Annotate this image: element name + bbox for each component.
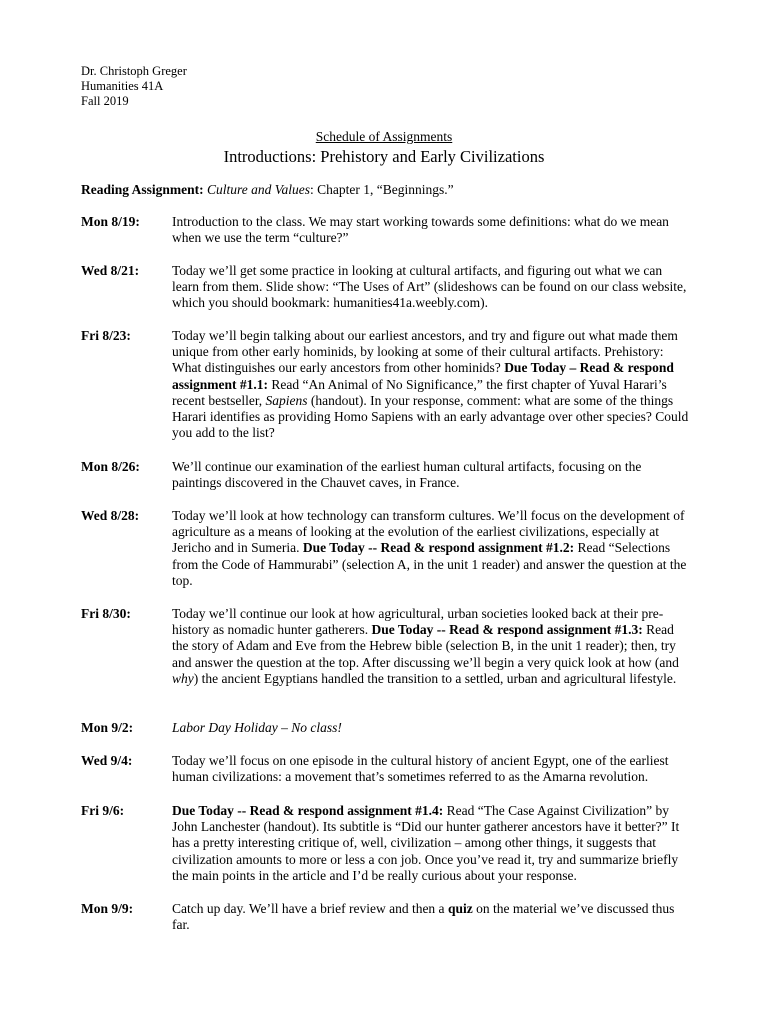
entry-day: Wed 9/4: <box>81 753 133 768</box>
entry-description <box>172 328 691 441</box>
entry-text: Read “The Case Against Civilization” by John Lanchester (handout). Its subtitle is “Did our hunter gatherer ancestors have it better?” It has a pretty interesting critique of, well, civilization – among other things, it suggests that civilization amounts to more or less a con job. Once you’ve read it, try and summarize briefly the main points in the article and I’d be really curious about your response. <box>172 803 680 883</box>
entry-text: Today we’ll get some practice in looking at cultural artifacts, and figuring out what we can learn from them. Slide show: “The Uses of Art” (slideshows can be found on our class website, which you should bookmark: humanities41a.weebly.com). <box>172 263 687 311</box>
emphasis-text: Sapiens <box>265 392 308 408</box>
course-name: Humanities 41A <box>81 79 164 93</box>
entry-day: Wed 8/21: <box>81 263 140 278</box>
entry-day: Fri 8/30: <box>81 606 131 621</box>
emphasis-text: why <box>172 670 194 686</box>
entry-description <box>172 263 691 312</box>
instructor-name: Dr. Christoph Greger <box>81 64 187 78</box>
due-note: Due Today -- Read & respond assignment #1.3: <box>371 622 643 638</box>
schedule-entry <box>81 328 691 441</box>
entry-description <box>172 753 691 785</box>
entry-description <box>172 803 691 884</box>
entry-text: Today we’ll continue our look at how agricultural, urban societies looked back at their pre-history as nomadic hunter gatherers. <box>172 606 664 638</box>
entry-description <box>172 459 691 491</box>
due-note: Due Today – Read & respond assignment #1.1: <box>172 360 674 392</box>
schedule-entry <box>81 606 691 687</box>
due-note: Due Today -- Read & respond assignment #1.2: <box>302 540 575 556</box>
entry-text: Today we’ll look at how technology can transform cultures. We’ll focus on the development of agriculture as a means of looking at the evolution of the earliest civilizations, especially at Jericho and in Sumeria. <box>172 508 685 556</box>
entry-day: Mon 8/19: <box>81 214 140 229</box>
entry-description <box>172 508 691 589</box>
doc-subtitle: Schedule of Assignments <box>315 129 453 144</box>
schedule-entry <box>81 263 691 312</box>
entry-description <box>172 606 691 687</box>
entry-text: Read “Selections from the Code of Hammurabi” (selection A, in the unit 1 reader) and answer the question at the top. <box>172 540 687 588</box>
entry-text: Read the story of Adam and Eve from the Hebrew bible (selection B, in the unit 1 reader); then, try and answer the question at the top. After discussing we’ll begin a very quick look at how (and <box>172 622 679 670</box>
entry-text: Catch up day. We’ll have a brief review and then a <box>172 901 448 916</box>
entry-day: Mon 9/2: <box>81 720 134 735</box>
schedule-entry <box>81 901 691 933</box>
schedule-entry <box>81 753 691 785</box>
reading-chapter: : Chapter 1, “Beginnings.” <box>310 182 454 197</box>
emphasis-text: Labor Day Holiday – No class! <box>172 720 342 735</box>
doc-title: Introductions: Prehistory and Early Civilizations <box>223 147 545 166</box>
entry-day: Mon 8/26: <box>81 459 140 474</box>
entry-text: We’ll continue our examination of the earliest human cultural artifacts, focusing on the paintings discovered in the Chauvet caves, in France. <box>172 459 642 491</box>
due-note: quiz <box>447 901 473 916</box>
entry-description <box>172 214 691 246</box>
entry-day: Fri 8/23: <box>81 328 131 343</box>
reading-book: Culture and Values <box>207 182 311 197</box>
schedule-entry <box>81 459 691 491</box>
entry-day: Wed 8/28: <box>81 508 140 523</box>
entry-description <box>172 720 691 736</box>
doc-header <box>81 64 187 109</box>
entry-text: Today we’ll begin talking about our earliest ancestors, and try and figure out what made them unique from other early hominids, by looking at some of their cultural artifacts. Prehistory: What distinguishes our early ancestors from other hominids? <box>172 328 678 376</box>
reading-label: Reading Assignment: <box>81 182 204 197</box>
entry-text: Read “An Animal of No Significance,” the first chapter of Yuval Harari’s recent bestseller, <box>172 376 667 408</box>
schedule-entry <box>81 720 691 736</box>
entry-text: ) the ancient Egyptians handled the transition to a settled, urban and agricultural lifestyle. <box>193 670 677 686</box>
entry-day: Fri 9/6: <box>81 803 125 818</box>
entry-day: Mon 9/9: <box>81 901 134 916</box>
schedule-entry <box>81 508 691 589</box>
entry-text: Today we’ll focus on one episode in the cultural history of ancient Egypt, one of the earliest human civilizations: a movement that’s sometimes referred to as the Amarna revolution. <box>172 753 669 785</box>
entry-description <box>172 901 691 933</box>
due-note: Due Today -- Read & respond assignment #1.4: <box>172 803 444 818</box>
schedule-entry <box>81 214 691 246</box>
term: Fall 2019 <box>81 94 129 108</box>
entry-text: on the material we’ve discussed thus far. <box>172 901 675 933</box>
reading-assignment <box>81 182 454 198</box>
entry-text: (handout). In your response, comment: what are some of the things Harari identifies as providing Homo Sapiens with an early advantage over other species? Could you add to the list? <box>172 392 689 441</box>
schedule-entry <box>81 803 691 884</box>
entry-text: Introduction to the class. We may start working towards some definitions: what do we mean when we use the term “culture?” <box>172 214 669 246</box>
